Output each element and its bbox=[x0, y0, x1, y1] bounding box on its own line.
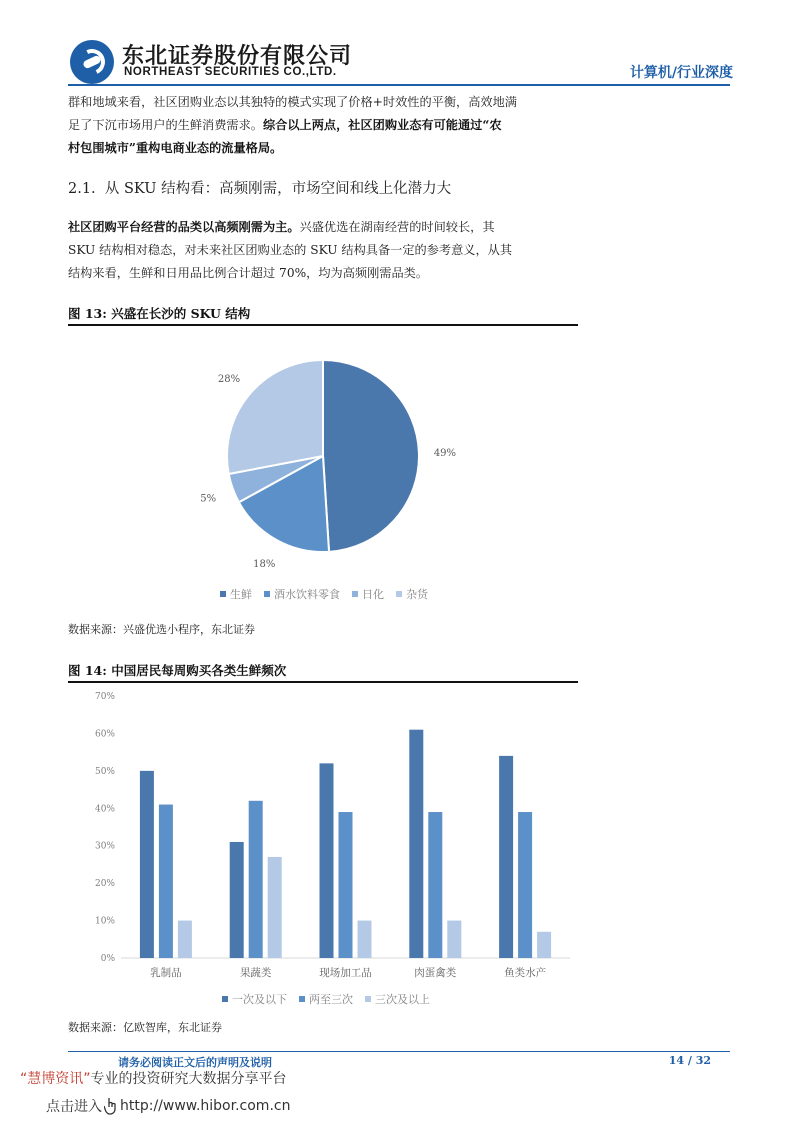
y-tick-label: 50% bbox=[94, 766, 115, 777]
intro-line-2: 足了下沉市场用户的生鲜消费需求。综合以上两点，社区团购业态有可能通过“农 bbox=[68, 118, 502, 132]
intro-line-1: 群和地域来看，社区团购业态以其独特的模式实现了价格+时效性的平衡，高效地满 bbox=[68, 95, 517, 109]
promo-enter: 点击进入 bbox=[46, 1099, 102, 1115]
bar-legend-swatch bbox=[299, 996, 305, 1002]
bar-legend-item bbox=[222, 991, 287, 1007]
figure-13-title: 图 13: 兴盛在长沙的 SKU 结构 bbox=[68, 306, 251, 321]
pie-chart bbox=[68, 330, 580, 580]
intro-paragraph bbox=[68, 91, 580, 160]
y-tick-label: 30% bbox=[94, 841, 115, 852]
bar bbox=[230, 842, 244, 958]
bar bbox=[249, 801, 263, 958]
bar bbox=[409, 730, 423, 958]
pie-legend-label: 杂货 bbox=[406, 588, 428, 601]
y-tick-label: 70% bbox=[94, 692, 115, 702]
bar-legend-swatch bbox=[365, 996, 371, 1002]
pie-legend-swatch bbox=[352, 591, 358, 597]
bar-legend-item bbox=[365, 991, 430, 1007]
sku-line-1: 社区团购平台经营的品类以高频刚需为主。兴盛优选在湖南经营的时间较长，其 bbox=[68, 220, 495, 234]
bar bbox=[537, 932, 551, 958]
company-name-en: NORTHEAST SECURITIES CO.,LTD. bbox=[124, 66, 337, 78]
pie-data-label: 18% bbox=[253, 558, 276, 570]
pie-legend-item bbox=[396, 586, 428, 602]
pie-legend bbox=[220, 586, 428, 602]
pie-legend-swatch bbox=[220, 591, 226, 597]
bar bbox=[178, 921, 192, 958]
section-heading bbox=[68, 177, 451, 198]
figure-13-source: 数据来源：兴盛优选小程序，东北证券 bbox=[68, 623, 255, 636]
bar bbox=[518, 812, 532, 958]
promo-brand: “慧博资讯” bbox=[20, 1071, 91, 1087]
bar bbox=[447, 921, 461, 958]
pie-legend-label: 日化 bbox=[362, 588, 384, 601]
pie-legend-item bbox=[264, 586, 340, 602]
pie-legend-swatch bbox=[396, 591, 402, 597]
page-number: 14 / 32 bbox=[668, 1054, 711, 1067]
header-divider bbox=[68, 84, 730, 86]
bar bbox=[268, 857, 282, 958]
x-tick-label: 现场加工品 bbox=[319, 967, 372, 979]
promo-banner bbox=[20, 1068, 287, 1088]
pointer-hand-icon bbox=[104, 1097, 118, 1115]
figure-14-title: 图 14: 中国居民每周购买各类生鲜频次 bbox=[68, 663, 287, 678]
bar-legend bbox=[222, 991, 430, 1007]
pie-data-label: 49% bbox=[433, 448, 457, 460]
pie-slice bbox=[323, 360, 419, 552]
y-tick-label: 60% bbox=[94, 729, 115, 740]
pie-legend-label: 生鲜 bbox=[230, 588, 252, 601]
bar-legend-label: 两至三次 bbox=[309, 993, 353, 1006]
section-title: 从 SKU 结构看：高频刚需，市场空间和线上化潜力大 bbox=[104, 181, 452, 197]
x-tick-label: 果蔬类 bbox=[239, 967, 272, 979]
section-number: 2.1. bbox=[68, 181, 96, 197]
pie-slice bbox=[227, 360, 323, 474]
bar bbox=[140, 771, 154, 958]
promo-link-row bbox=[46, 1096, 290, 1116]
footer-divider bbox=[68, 1051, 730, 1052]
bar bbox=[358, 921, 372, 958]
bar-chart bbox=[68, 684, 580, 984]
pie-legend-item bbox=[352, 586, 384, 602]
bar bbox=[428, 812, 442, 958]
y-tick-label: 40% bbox=[94, 804, 115, 815]
y-tick-label: 20% bbox=[94, 879, 115, 890]
x-tick-label: 乳制品 bbox=[150, 967, 182, 979]
sku-line-2: SKU 结构相对稳态，对未来社区团购业态的 SKU 结构具备一定的参考意义，从其 bbox=[68, 243, 513, 257]
sku-line-3: 结构来看，生鲜和日用品比例合计超过 70%，均为高频刚需品类。 bbox=[68, 266, 429, 280]
bar-legend-label: 一次及以下 bbox=[232, 993, 287, 1006]
x-tick-label: 鱼类水产 bbox=[504, 967, 547, 979]
y-tick-label: 0% bbox=[100, 954, 115, 964]
bar bbox=[320, 763, 334, 958]
promo-tagline: 专业的投资研究大数据分享平台 bbox=[90, 1071, 287, 1087]
intro-line-3: 村包围城市”重构电商业态的流量格局。 bbox=[68, 141, 283, 155]
bar-legend-swatch bbox=[222, 996, 228, 1002]
footer-notice: 请务必阅读正文后的声明及说明 bbox=[118, 1056, 272, 1069]
figure-13-rule bbox=[68, 324, 578, 326]
figure-14-rule bbox=[68, 681, 578, 683]
promo-url[interactable]: http://www.hibor.com.cn bbox=[120, 1098, 291, 1114]
pie-legend-swatch bbox=[264, 591, 270, 597]
figure-14-source: 数据来源：亿欧智库，东北证券 bbox=[68, 1021, 222, 1034]
pie-legend-item bbox=[220, 586, 252, 602]
sku-paragraph bbox=[68, 216, 580, 285]
pie-data-label: 28% bbox=[217, 374, 241, 386]
bar-legend-item bbox=[299, 991, 353, 1007]
pie-legend-label: 酒水饮料零食 bbox=[274, 588, 340, 601]
bar-legend-label: 三次及以上 bbox=[375, 993, 430, 1006]
bar bbox=[499, 756, 513, 958]
y-tick-label: 10% bbox=[94, 916, 115, 927]
pie-data-label: 5% bbox=[200, 493, 217, 505]
company-name-cn: 东北证券股份有限公司 bbox=[122, 44, 353, 69]
bar bbox=[159, 805, 173, 958]
bar bbox=[339, 812, 353, 958]
report-type: 计算机/行业深度 bbox=[629, 65, 733, 81]
company-logo-icon bbox=[70, 40, 114, 84]
x-tick-label: 肉蛋禽类 bbox=[414, 967, 457, 979]
